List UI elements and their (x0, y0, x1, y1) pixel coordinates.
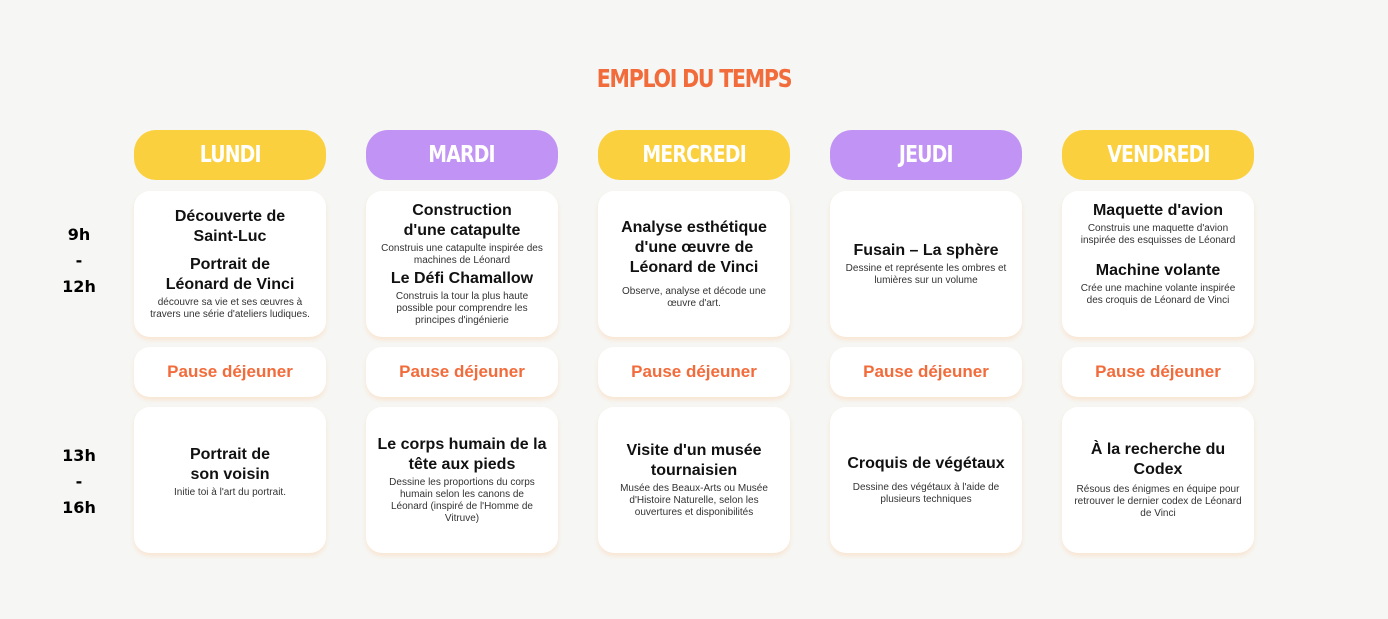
day-header-lundi: LUNDI (134, 130, 326, 180)
page-title: EMPLOI DU TEMPS (596, 64, 792, 93)
activity-description: découvre sa vie et ses œuvres à travers une série d'ateliers ludiques. (150, 297, 310, 320)
afternoon-end: 16h (62, 498, 96, 517)
afternoon-card-vendredi (1062, 407, 1254, 553)
afternoon-start: 13h (62, 446, 96, 465)
day-column-vendredi (1062, 130, 1254, 519)
activity-title: Portrait de son voisin (189, 446, 270, 483)
activity-title: Visite d'un musée tournaisien (626, 442, 762, 479)
activity-description: Résous des énigmes en équipe pour retrouver le dernier codex de Léonard de Vinci (1074, 484, 1242, 519)
activity-title: À la recherche du Codex (1090, 441, 1226, 478)
day-column-jeudi (830, 130, 1022, 505)
morning-card-vendredi (1062, 191, 1254, 337)
lunch-break-label: Pause déjeuner (167, 362, 293, 381)
day-column-mardi (366, 130, 558, 524)
morning-card-lundi (134, 191, 326, 337)
morning-dash: - (75, 251, 83, 270)
activity (374, 201, 550, 267)
activity (142, 207, 318, 247)
afternoon-card-mercredi (598, 407, 790, 553)
activity-description: Initie toi à l'art du portrait. (174, 487, 286, 498)
afternoon-dash: - (75, 472, 83, 491)
day-column-mercredi (598, 130, 790, 518)
lunch-break-card (598, 347, 790, 397)
afternoon-card-lundi (134, 407, 326, 553)
activity (142, 255, 318, 321)
activity-description: Construis une maquette d'avion inspirée des esquisses de Léonard (1080, 223, 1236, 246)
day-header-vendredi: VENDREDI (1062, 130, 1254, 180)
activity-title: Fusain – La sphère (853, 242, 999, 259)
afternoon-time-label (52, 443, 106, 521)
activity-title: Découverte de Saint-Luc (174, 208, 286, 245)
activity-title: Le corps humain de la tête aux pieds (377, 436, 547, 473)
activity-description: Dessine des végétaux à l'aide de plusieurs techniques (852, 482, 1000, 505)
activity-description: Observe, analyse et décode une œuvre d'art. (622, 286, 766, 309)
lunch-break-label: Pause déjeuner (1095, 362, 1221, 381)
activity (1070, 201, 1246, 247)
lunch-break-card (830, 347, 1022, 397)
afternoon-card-mardi (366, 407, 558, 553)
activity-title: Portrait de Léonard de Vinci (165, 256, 295, 293)
day-header-jeudi: JEUDI (830, 130, 1022, 180)
lunch-break-label: Pause déjeuner (399, 362, 525, 381)
activity-title: Maquette d'avion (1092, 202, 1224, 219)
day-header-mardi: MARDI (366, 130, 558, 180)
lunch-break-label: Pause déjeuner (863, 362, 989, 381)
activity-title: Analyse esthétique d'une œuvre de Léonard de Vinci (621, 219, 767, 276)
lunch-break-card (1062, 347, 1254, 397)
morning-card-jeudi (830, 191, 1022, 337)
afternoon-card-jeudi (830, 407, 1022, 553)
activity-title: Construction d'une catapulte (403, 202, 521, 239)
activity-title: Le Défi Chamallow (390, 270, 534, 287)
activity-description: Dessine les proportions du corps humain selon les canons de Léonard (inspiré de l'Homme de Vitruve) (389, 477, 535, 524)
activity-description: Crée une machine volante inspirée des croquis de Léonard de Vinci (1080, 283, 1236, 306)
lunch-break-card (134, 347, 326, 397)
morning-time-label (52, 222, 106, 300)
activity-title: Machine volante (1095, 262, 1221, 279)
lunch-break-card (366, 347, 558, 397)
lunch-break-label: Pause déjeuner (631, 362, 757, 381)
activity-description: Construis une catapulte inspirée des machines de Léonard (381, 243, 543, 266)
morning-start: 9h (67, 225, 91, 244)
activity-description: Dessine et représente les ombres et lumières sur un volume (845, 263, 1007, 286)
activity-description: Construis la tour la plus haute possible pour comprendre les principes d'ingénierie (395, 291, 529, 326)
morning-card-mardi (366, 191, 558, 337)
day-column-lundi (134, 130, 326, 498)
activity (1070, 261, 1246, 307)
day-header-mercredi: MERCREDI (598, 130, 790, 180)
activity (374, 269, 550, 327)
morning-end: 12h (62, 277, 96, 296)
morning-card-mercredi (598, 191, 790, 337)
activity-description: Musée des Beaux-Arts ou Musée d'Histoire Naturelle, selon les ouvertures et disponibilités (620, 483, 768, 518)
activity-title: Croquis de végétaux (847, 455, 1005, 472)
